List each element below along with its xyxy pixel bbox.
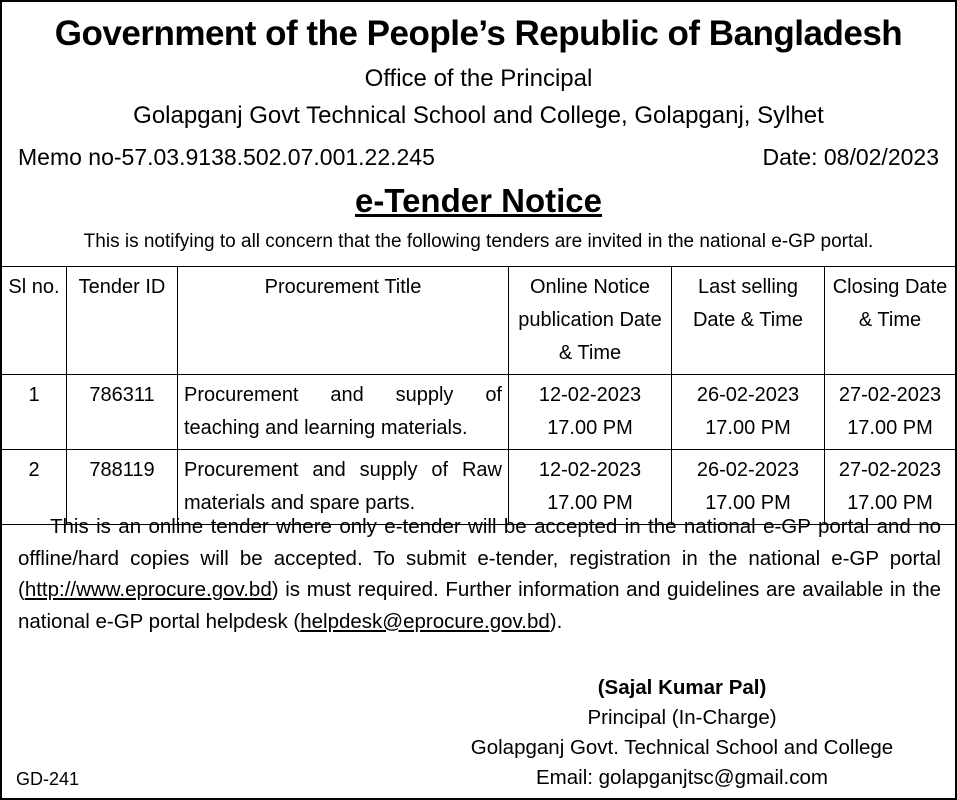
notice-date: Date: 08/02/2023: [762, 144, 939, 170]
office-name: Office of the Principal: [364, 65, 593, 92]
row-pub-datetime: [509, 375, 672, 450]
close-time: 17.00 PM: [847, 492, 933, 514]
row-sl: 1: [2, 375, 67, 450]
signatory-email: Email: golapganjtsc@gmail.com: [536, 766, 828, 789]
helpdesk-email-link[interactable]: helpdesk@eprocure.gov.bd: [300, 609, 550, 633]
pub-date: 12-02-2023: [538, 459, 642, 481]
body-part-3: ).: [549, 609, 563, 633]
body-part-1: This is an online tender where only e-tender will be accepted in the national e-GP portal and no offline/hard copies will be accepted. To submit e-tender, registration in the national e-GP portal (: [18, 515, 941, 601]
memo-number: Memo no-57.03.9138.502.07.001.22.245: [18, 144, 435, 170]
close-date: 27-02-2023: [838, 459, 942, 481]
row-close-datetime: [825, 375, 956, 450]
notice-title: e-Tender Notice: [355, 182, 602, 219]
college-name: Golapganj Govt Technical School and College, Golapganj, Sylhet: [133, 102, 824, 129]
row-sell-datetime: [672, 375, 825, 450]
row-tender-id: 788119: [67, 450, 178, 525]
pub-date: 12-02-2023: [538, 384, 642, 406]
sell-date: 26-02-2023: [696, 459, 800, 481]
notice-body: [18, 511, 941, 637]
portal-link[interactable]: http://www.eprocure.gov.bd: [24, 578, 272, 601]
signatory-institution: Golapganj Govt. Technical School and College: [470, 736, 894, 759]
signatory-name: (Sajal Kumar Pal): [597, 676, 767, 699]
row-sl: 2: [2, 450, 67, 525]
signatory-role: Principal (In-Charge): [587, 706, 777, 729]
row-title: Procurement and supply of teaching and learning materials.: [178, 375, 509, 450]
header-closing: Closing Date & Time: [825, 267, 956, 375]
table-header-row: [2, 267, 955, 375]
row-title: Procurement and supply of Raw materials and spare parts.: [178, 450, 509, 525]
tender-table: [2, 266, 955, 525]
header-sl: Sl no.: [2, 267, 67, 375]
header-online-notice: Online Notice publication Date & Time: [509, 267, 672, 375]
header-tender-id: Tender ID: [67, 267, 178, 375]
sell-time: 17.00 PM: [705, 492, 791, 514]
close-date: 27-02-2023: [838, 384, 942, 406]
pub-time: 17.00 PM: [547, 417, 633, 439]
sell-time: 17.00 PM: [705, 417, 791, 439]
sell-date: 26-02-2023: [696, 384, 800, 406]
row-tender-id: 786311: [67, 375, 178, 450]
close-time: 17.00 PM: [847, 417, 933, 439]
header-procurement-title: Procurement Title: [178, 267, 509, 375]
table-row: [2, 375, 955, 450]
gd-code: GD-241: [16, 769, 80, 789]
body-part-2: ) is must required. Further information and guidelines are available in the national e-GP portal helpdesk (: [18, 578, 941, 633]
header-last-selling: Last selling Date & Time: [672, 267, 825, 375]
pub-time: 17.00 PM: [547, 492, 633, 514]
notice-intro: This is notifying to all concern that the following tenders are invited in the national e-GP portal.: [83, 231, 874, 252]
government-title: Government of the People’s Republic of Bangladesh: [54, 14, 903, 53]
